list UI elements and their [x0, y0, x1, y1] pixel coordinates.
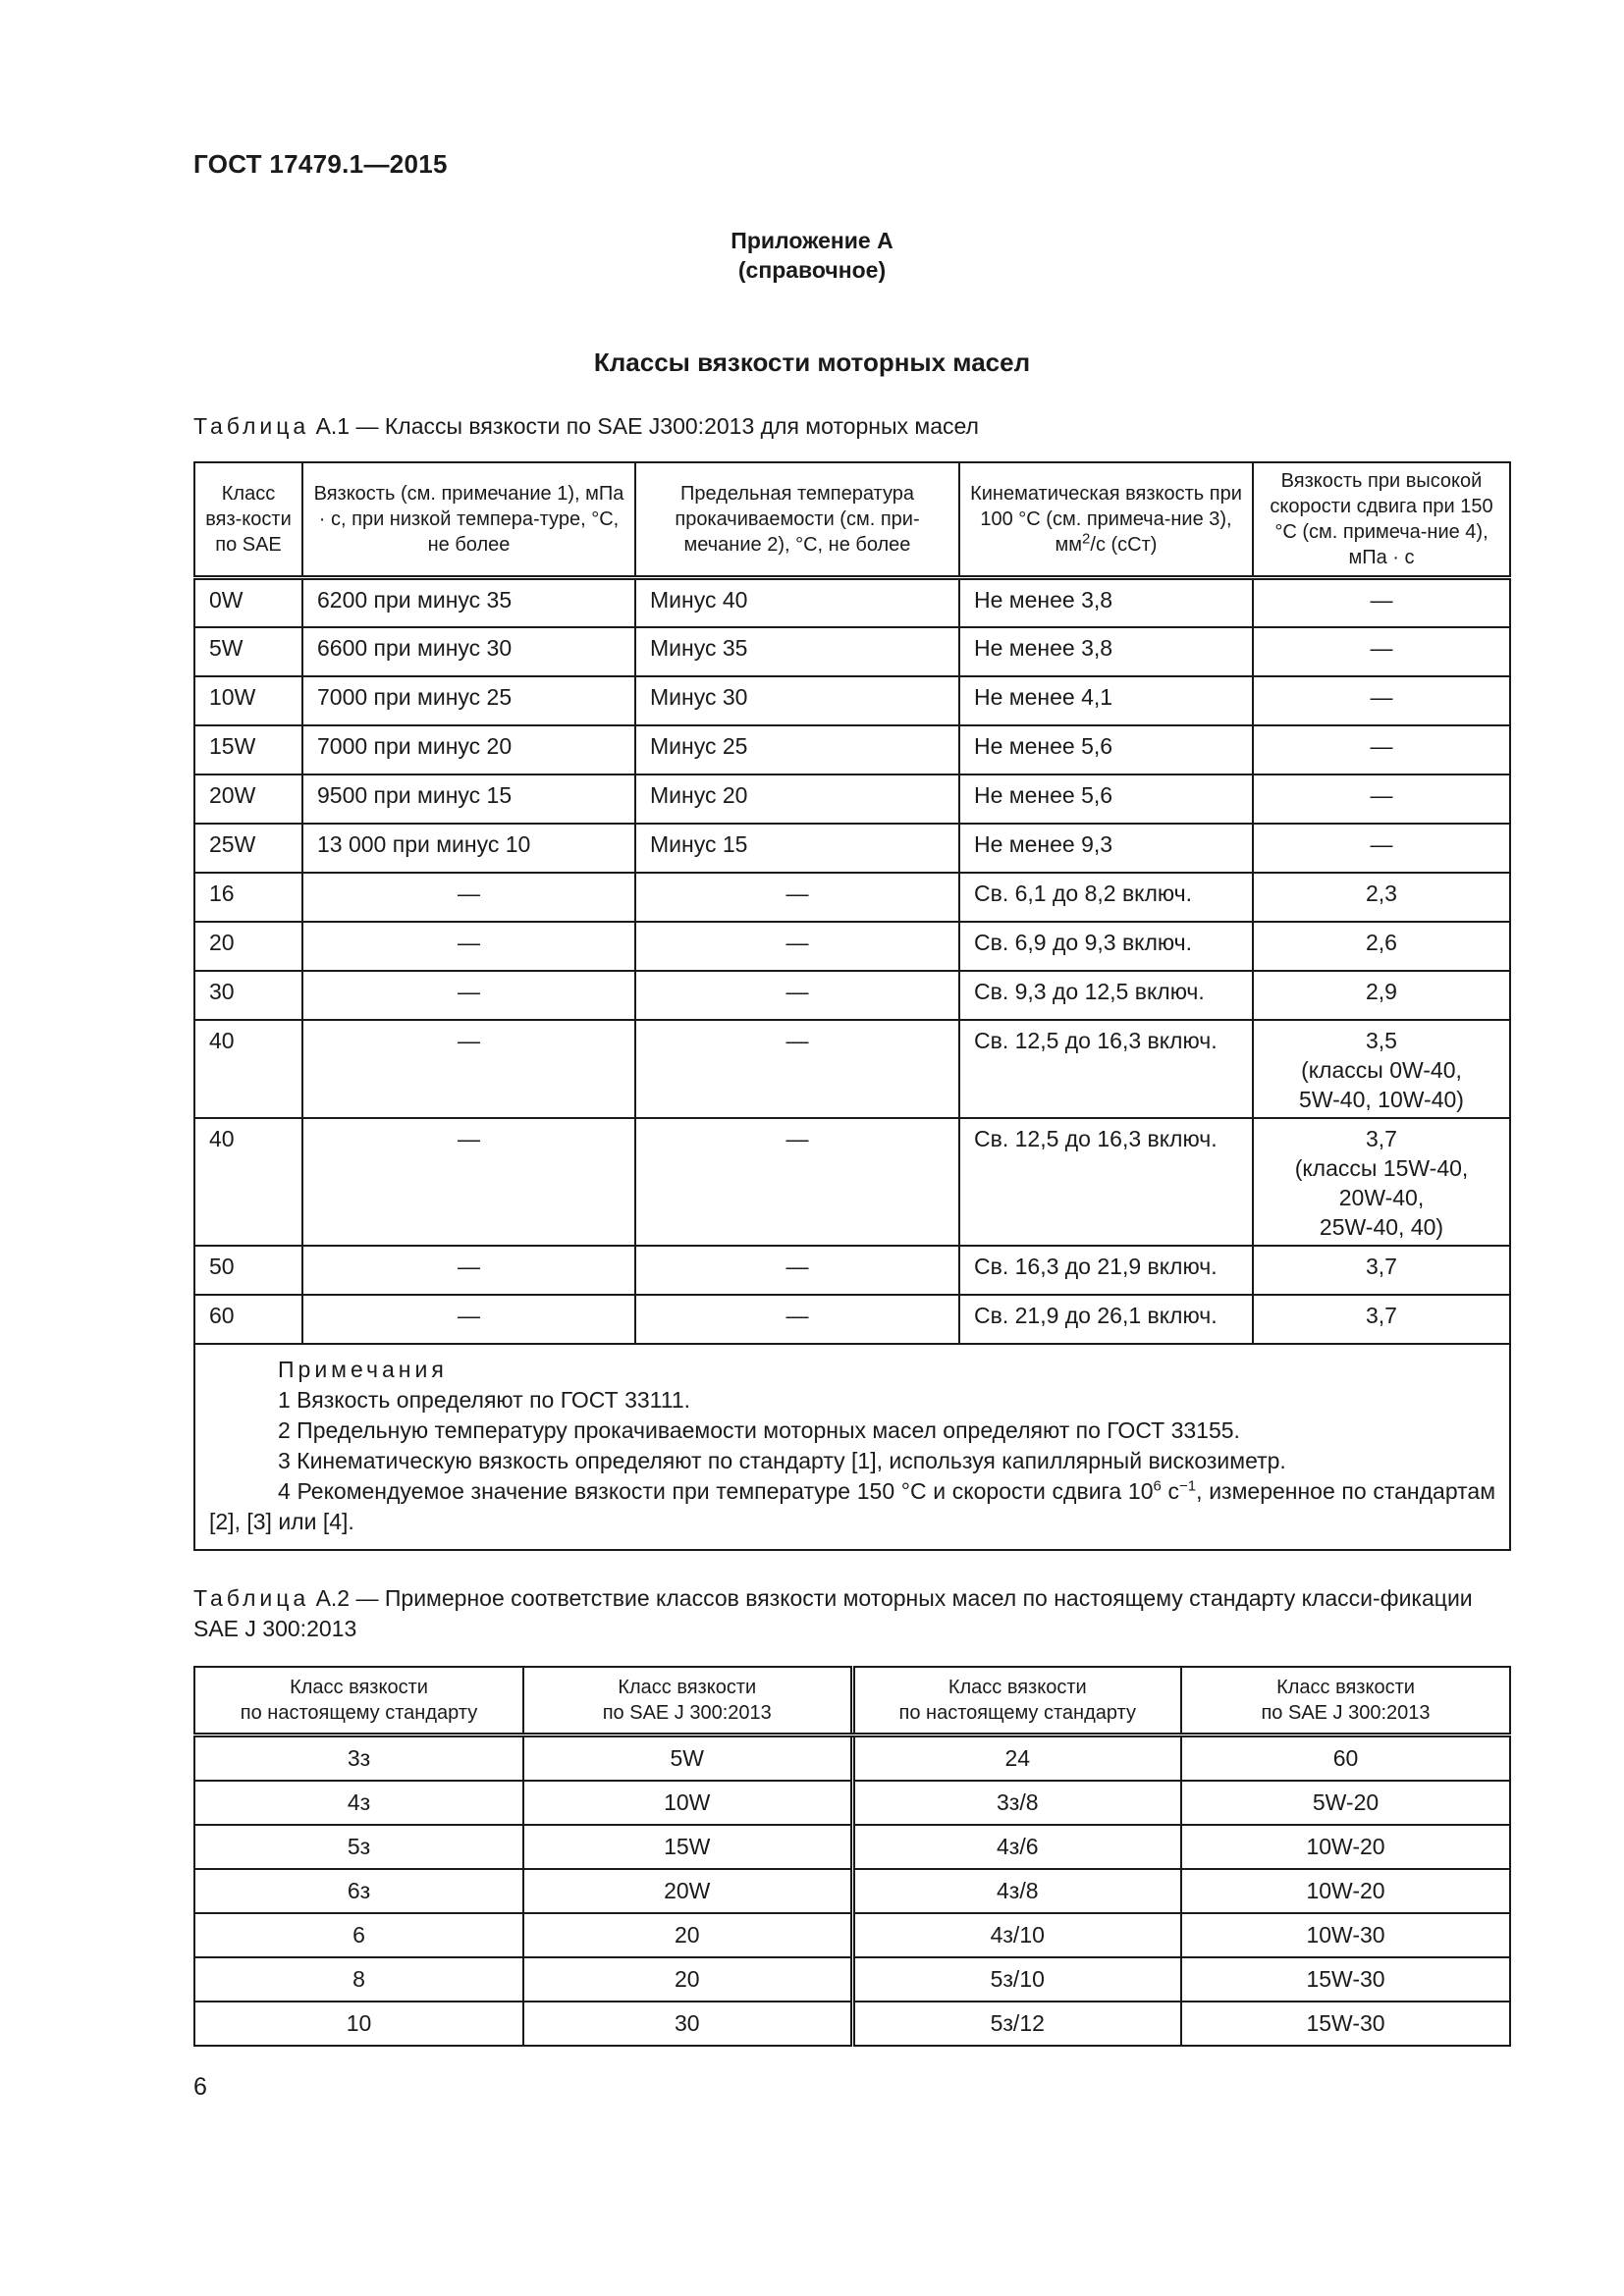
cell-line: 5W-40, 10W-40): [1299, 1086, 1464, 1112]
cell-line: (классы 0W-40,: [1301, 1056, 1462, 1083]
cell-sae-class: [194, 627, 302, 676]
cell-pumping-temperature: [635, 627, 959, 676]
cell-low-temp-viscosity: [302, 1295, 635, 1344]
cell-low-temp-viscosity: [302, 676, 635, 725]
cell-gost-class-right: 4з/10: [852, 1913, 1181, 1957]
cell-low-temp-viscosity: [302, 1118, 635, 1246]
cell-hths-viscosity: [1253, 774, 1510, 824]
cell-pumping-temperature: [635, 873, 959, 922]
table-row: [194, 1020, 1510, 1118]
cell-sae-class-left: 10W: [523, 1781, 852, 1825]
note4-part: 4 Рекомендуемое значение вязкости при температуре 150 °С и скорости сдвига 10: [278, 1477, 1154, 1504]
cell-hths-viscosity: [1253, 1295, 1510, 1344]
cell-kinematic-viscosity: [959, 824, 1253, 873]
cell-line: Не менее 3,8: [974, 587, 1113, 613]
header-line: Класс вязкости: [290, 1677, 428, 1698]
cell-line: —: [458, 1302, 480, 1328]
cell-kinematic-viscosity: [959, 971, 1253, 1020]
viscosity-classes-table: [193, 461, 1511, 1551]
cell-line: 40: [209, 1027, 235, 1053]
cell-kinematic-viscosity: [959, 1020, 1253, 1118]
cell-hths-viscosity: [1253, 1246, 1510, 1295]
table-row: [194, 774, 1510, 824]
cell-sae-class-right: 10W-20: [1181, 1825, 1510, 1869]
cell-line: —: [458, 978, 480, 1004]
cell-sae-class-left: 5W: [523, 1735, 852, 1782]
cell-kinematic-viscosity: [959, 676, 1253, 725]
note-item: 3 Кинематическую вязкость определяют по стандарту [1], используя капиллярный вискозиметр.: [278, 1447, 1286, 1473]
cell-line: 16: [209, 880, 235, 906]
note4-part: −1: [1179, 1476, 1197, 1494]
class-correspondence-table: [193, 1666, 1511, 2047]
notes-row: [194, 1344, 1510, 1550]
cell-sae-class: [194, 578, 302, 627]
table-row: [194, 676, 1510, 725]
header-line: по SAE J 300:2013: [602, 1702, 772, 1724]
cell-line: —: [785, 880, 809, 906]
cell-kinematic-viscosity: [959, 873, 1253, 922]
cell-line: 20: [209, 929, 235, 955]
cell-gost-class-right: 3з/8: [852, 1781, 1181, 1825]
cell-pumping-temperature: [635, 725, 959, 774]
cell-kinematic-viscosity: [959, 1118, 1253, 1246]
cell-sae-class-right: 15W-30: [1181, 2002, 1510, 2046]
note-item: 1 Вязкость определяют по ГОСТ 33111.: [278, 1386, 691, 1413]
cell-line: 3,7: [1366, 1302, 1397, 1328]
cell-sae-class: [194, 873, 302, 922]
header-hths-viscosity: Вязкость при высокой скорости сдвига при 150 °С (см. примеча-ние 4), мПа · с: [1253, 462, 1510, 578]
cell-kinematic-viscosity: [959, 578, 1253, 627]
cell-hths-viscosity: [1253, 824, 1510, 873]
cell-sae-class: [194, 676, 302, 725]
cell-hths-viscosity: [1253, 725, 1510, 774]
cell-sae-class-right: 15W-30: [1181, 1957, 1510, 2002]
table-row: [194, 1869, 1510, 1913]
table-row: [194, 824, 1510, 873]
notes-title: Примечания: [278, 1356, 448, 1382]
cell-sae-class-right: 5W-20: [1181, 1781, 1510, 1825]
note4-part: с: [1161, 1477, 1180, 1504]
cell-line: 40: [209, 1125, 235, 1151]
note-item: [209, 1476, 1495, 1537]
cell-gost-class-right: 4з/8: [852, 1869, 1181, 1913]
table2-caption: [193, 1583, 1509, 1644]
cell-gost-class-left: 5з: [194, 1825, 523, 1869]
table-row: [194, 1295, 1510, 1344]
cell-line: —: [1370, 732, 1393, 759]
notes-cell: [194, 1344, 1510, 1550]
cell-hths-viscosity: [1253, 873, 1510, 922]
cell-sae-class: [194, 1118, 302, 1246]
cell-low-temp-viscosity: [302, 1020, 635, 1118]
cell-line: Св. 6,9 до 9,3 включ.: [974, 929, 1193, 955]
cell-pumping-temperature: [635, 971, 959, 1020]
cell-pumping-temperature: [635, 1020, 959, 1118]
standard-id: ГОСТ 17479.1—2015: [193, 149, 448, 179]
page-number: 6: [193, 2073, 207, 2101]
cell-sae-class-right: 60: [1181, 1735, 1510, 1782]
header-kinematic-tail: /с (сСт): [1090, 534, 1158, 556]
cell-low-temp-viscosity: [302, 971, 635, 1020]
cell-line: —: [1370, 683, 1393, 710]
table-row: [194, 725, 1510, 774]
cell-line: 7000 при минус 25: [317, 683, 513, 710]
table-row: [194, 1735, 1510, 1782]
cell-low-temp-viscosity: [302, 725, 635, 774]
cell-hths-viscosity: [1253, 627, 1510, 676]
cell-low-temp-viscosity: [302, 627, 635, 676]
header-line: по настоящему стандарту: [898, 1702, 1136, 1724]
header-line: по настоящему стандарту: [240, 1702, 478, 1724]
cell-sae-class: [194, 824, 302, 873]
cell-line: 5W: [209, 634, 244, 661]
cell-line: 20W: [209, 781, 256, 808]
header-kinematic-text: Кинематическая вязкость при 100 °С (см. примеча-ние 3), мм: [970, 483, 1242, 556]
cell-kinematic-viscosity: [959, 627, 1253, 676]
table-row: [194, 1913, 1510, 1957]
cell-sae-class: [194, 725, 302, 774]
table-row: [194, 1825, 1510, 1869]
cell-gost-class-right: 5з/10: [852, 1957, 1181, 2002]
cell-line: —: [458, 1253, 480, 1279]
cell-sae-class: [194, 922, 302, 971]
table-row: [194, 971, 1510, 1020]
cell-sae-class-right: 10W-20: [1181, 1869, 1510, 1913]
cell-line: 2,6: [1366, 929, 1397, 955]
cell-line: —: [1370, 830, 1393, 857]
cell-line: —: [1370, 587, 1393, 613]
cell-low-temp-viscosity: [302, 578, 635, 627]
cell-gost-class-left: 3з: [194, 1735, 523, 1782]
cell-gost-class-left: 10: [194, 2002, 523, 2046]
cell-line: (классы 15W-40,: [1294, 1154, 1469, 1181]
cell-line: —: [785, 1125, 809, 1151]
cell-line: 6200 при минус 35: [317, 587, 513, 613]
cell-gost-class-right: 24: [852, 1735, 1181, 1782]
table1-caption-prefix: Таблица: [193, 413, 310, 439]
cell-sae-class-left: 30: [523, 2002, 852, 2046]
cell-sae-class-left: 20: [523, 1957, 852, 2002]
cell-line: 9500 при минус 15: [317, 781, 513, 808]
cell-hths-viscosity: [1253, 922, 1510, 971]
header-gost-class-left: [194, 1667, 523, 1735]
cell-kinematic-viscosity: [959, 774, 1253, 824]
cell-line: Не менее 9,3: [974, 830, 1113, 857]
table-row: [194, 873, 1510, 922]
cell-sae-class-left: 20W: [523, 1869, 852, 1913]
cell-sae-class: [194, 1246, 302, 1295]
cell-sae-class-left: 15W: [523, 1825, 852, 1869]
header-sae-class-left: [523, 1667, 852, 1735]
header-line: Класс вязкости: [618, 1677, 757, 1698]
cell-pumping-temperature: [635, 578, 959, 627]
appendix-title: Приложение А: [731, 228, 893, 253]
cell-gost-class-right: 4з/6: [852, 1825, 1181, 1869]
cell-low-temp-viscosity: [302, 922, 635, 971]
cell-gost-class-left: 6з: [194, 1869, 523, 1913]
header-line: Класс вязкости: [947, 1677, 1087, 1698]
cell-line: 15W: [209, 732, 256, 759]
header-sae-class-right: [1181, 1667, 1510, 1735]
note-item: 2 Предельную температуру прокачиваемости моторных масел определяют по ГОСТ 33155.: [278, 1416, 1240, 1443]
cell-sae-class-right: 10W-30: [1181, 1913, 1510, 1957]
cell-line: Минус 20: [650, 781, 748, 808]
cell-gost-class-left: 4з: [194, 1781, 523, 1825]
table-row: [194, 922, 1510, 971]
cell-line: Св. 6,1 до 8,2 включ.: [974, 880, 1193, 906]
cell-low-temp-viscosity: [302, 873, 635, 922]
cell-pumping-temperature: [635, 774, 959, 824]
cell-pumping-temperature: [635, 1118, 959, 1246]
cell-sae-class: [194, 1295, 302, 1344]
table-row: [194, 1118, 1510, 1246]
note4-part: , измеренное по стандартам [2], [3] или [4].: [209, 1477, 1496, 1534]
header-kinematic-viscosity: [959, 462, 1253, 578]
section-title: Классы вязкости моторных масел: [593, 347, 1031, 377]
cell-line: 60: [209, 1302, 235, 1328]
cell-line: —: [458, 929, 480, 955]
cell-hths-viscosity: [1253, 971, 1510, 1020]
cell-line: Не менее 5,6: [974, 732, 1113, 759]
cell-line: —: [458, 1027, 480, 1053]
appendix-heading: [0, 226, 1624, 285]
header-sae-class: Класс вяз-кости по SAE: [194, 462, 302, 578]
cell-line: 2,9: [1366, 978, 1397, 1004]
cell-line: Минус 15: [650, 830, 748, 857]
cell-line: 25W-40, 40): [1319, 1213, 1444, 1240]
cell-line: Св. 21,9 до 26,1 включ.: [974, 1302, 1218, 1328]
table-row: [194, 1246, 1510, 1295]
cell-line: 0W: [209, 587, 244, 613]
cell-line: —: [785, 1253, 809, 1279]
cell-sae-class: [194, 1020, 302, 1118]
header-line: по SAE J 300:2013: [1261, 1702, 1431, 1724]
cell-line: Св. 12,5 до 16,3 включ.: [974, 1027, 1218, 1053]
cell-gost-class-left: 8: [194, 1957, 523, 2002]
cell-sae-class-left: 20: [523, 1913, 852, 1957]
cell-line: —: [458, 1125, 480, 1151]
appendix-subtitle: (справочное): [737, 257, 887, 283]
table1-caption: [193, 411, 1509, 442]
cell-line: —: [785, 929, 809, 955]
cell-low-temp-viscosity: [302, 824, 635, 873]
table-row: [194, 627, 1510, 676]
cell-gost-class-right: 5з/12: [852, 2002, 1181, 2046]
cell-hths-viscosity: [1253, 1020, 1510, 1118]
cell-line: 2,3: [1366, 880, 1397, 906]
cell-line: —: [785, 1027, 809, 1053]
cell-kinematic-viscosity: [959, 922, 1253, 971]
header-line: Класс вязкости: [1276, 1677, 1415, 1698]
cell-kinematic-viscosity: [959, 1246, 1253, 1295]
cell-sae-class: [194, 971, 302, 1020]
cell-line: Св. 9,3 до 12,5 включ.: [974, 978, 1205, 1004]
cell-pumping-temperature: [635, 1246, 959, 1295]
header-gost-class-right: [852, 1667, 1181, 1735]
cell-line: —: [458, 880, 480, 906]
cell-hths-viscosity: [1253, 578, 1510, 627]
cell-line: 20W-40,: [1338, 1184, 1425, 1210]
table-row: [194, 1957, 1510, 2002]
table-header-row: [194, 462, 1510, 578]
header-kinematic-sup: 2: [1082, 530, 1091, 548]
header-low-temp-viscosity: Вязкость (см. примечание 1), мПа · с, при низкой темпера-туре, °С, не более: [302, 462, 635, 578]
cell-line: —: [1370, 781, 1393, 808]
cell-low-temp-viscosity: [302, 774, 635, 824]
cell-line: 3,7: [1366, 1253, 1397, 1279]
cell-line: —: [785, 1302, 809, 1328]
cell-line: 3,7: [1366, 1125, 1397, 1151]
cell-hths-viscosity: [1253, 676, 1510, 725]
cell-hths-viscosity: [1253, 1118, 1510, 1246]
header-pumping-temperature: Предельная температура прокачиваемости (см. при-мечание 2), °С, не более: [635, 462, 959, 578]
cell-line: 13 000 при минус 10: [317, 830, 531, 857]
cell-line: 3,5: [1366, 1027, 1397, 1053]
cell-line: Не менее 3,8: [974, 634, 1113, 661]
cell-line: 6600 при минус 30: [317, 634, 513, 661]
cell-line: Не менее 4,1: [974, 683, 1113, 710]
cell-gost-class-left: 6: [194, 1913, 523, 1957]
table-row: [194, 2002, 1510, 2046]
cell-sae-class: [194, 774, 302, 824]
cell-kinematic-viscosity: [959, 725, 1253, 774]
cell-line: Не менее 5,6: [974, 781, 1113, 808]
cell-line: Минус 30: [650, 683, 748, 710]
cell-line: 25W: [209, 830, 256, 857]
cell-line: —: [1370, 634, 1393, 661]
table-row: [194, 578, 1510, 627]
table-header-row: [194, 1667, 1510, 1735]
table1-caption-text: А.1 — Классы вязкости по SAE J300:2013 для моторных масел: [309, 413, 979, 439]
cell-low-temp-viscosity: [302, 1246, 635, 1295]
cell-pumping-temperature: [635, 922, 959, 971]
cell-line: Минус 40: [650, 587, 748, 613]
cell-line: Минус 35: [650, 634, 748, 661]
table2-caption-text: А.2 — Примерное соответствие классов вязкости моторных масел по настоящему стандарту класси-фикации SAE J 300:2013: [193, 1585, 1473, 1641]
table2-caption-prefix: Таблица: [193, 1585, 310, 1611]
note4-part: 6: [1153, 1476, 1162, 1494]
cell-line: Минус 25: [650, 732, 748, 759]
cell-line: Св. 16,3 до 21,9 включ.: [974, 1253, 1218, 1279]
cell-kinematic-viscosity: [959, 1295, 1253, 1344]
table-row: [194, 1781, 1510, 1825]
cell-pumping-temperature: [635, 824, 959, 873]
cell-line: 10W: [209, 683, 256, 710]
cell-line: —: [785, 978, 809, 1004]
cell-line: 50: [209, 1253, 235, 1279]
cell-pumping-temperature: [635, 1295, 959, 1344]
cell-pumping-temperature: [635, 676, 959, 725]
cell-line: Св. 12,5 до 16,3 включ.: [974, 1125, 1218, 1151]
cell-line: 30: [209, 978, 235, 1004]
cell-line: 7000 при минус 20: [317, 732, 513, 759]
